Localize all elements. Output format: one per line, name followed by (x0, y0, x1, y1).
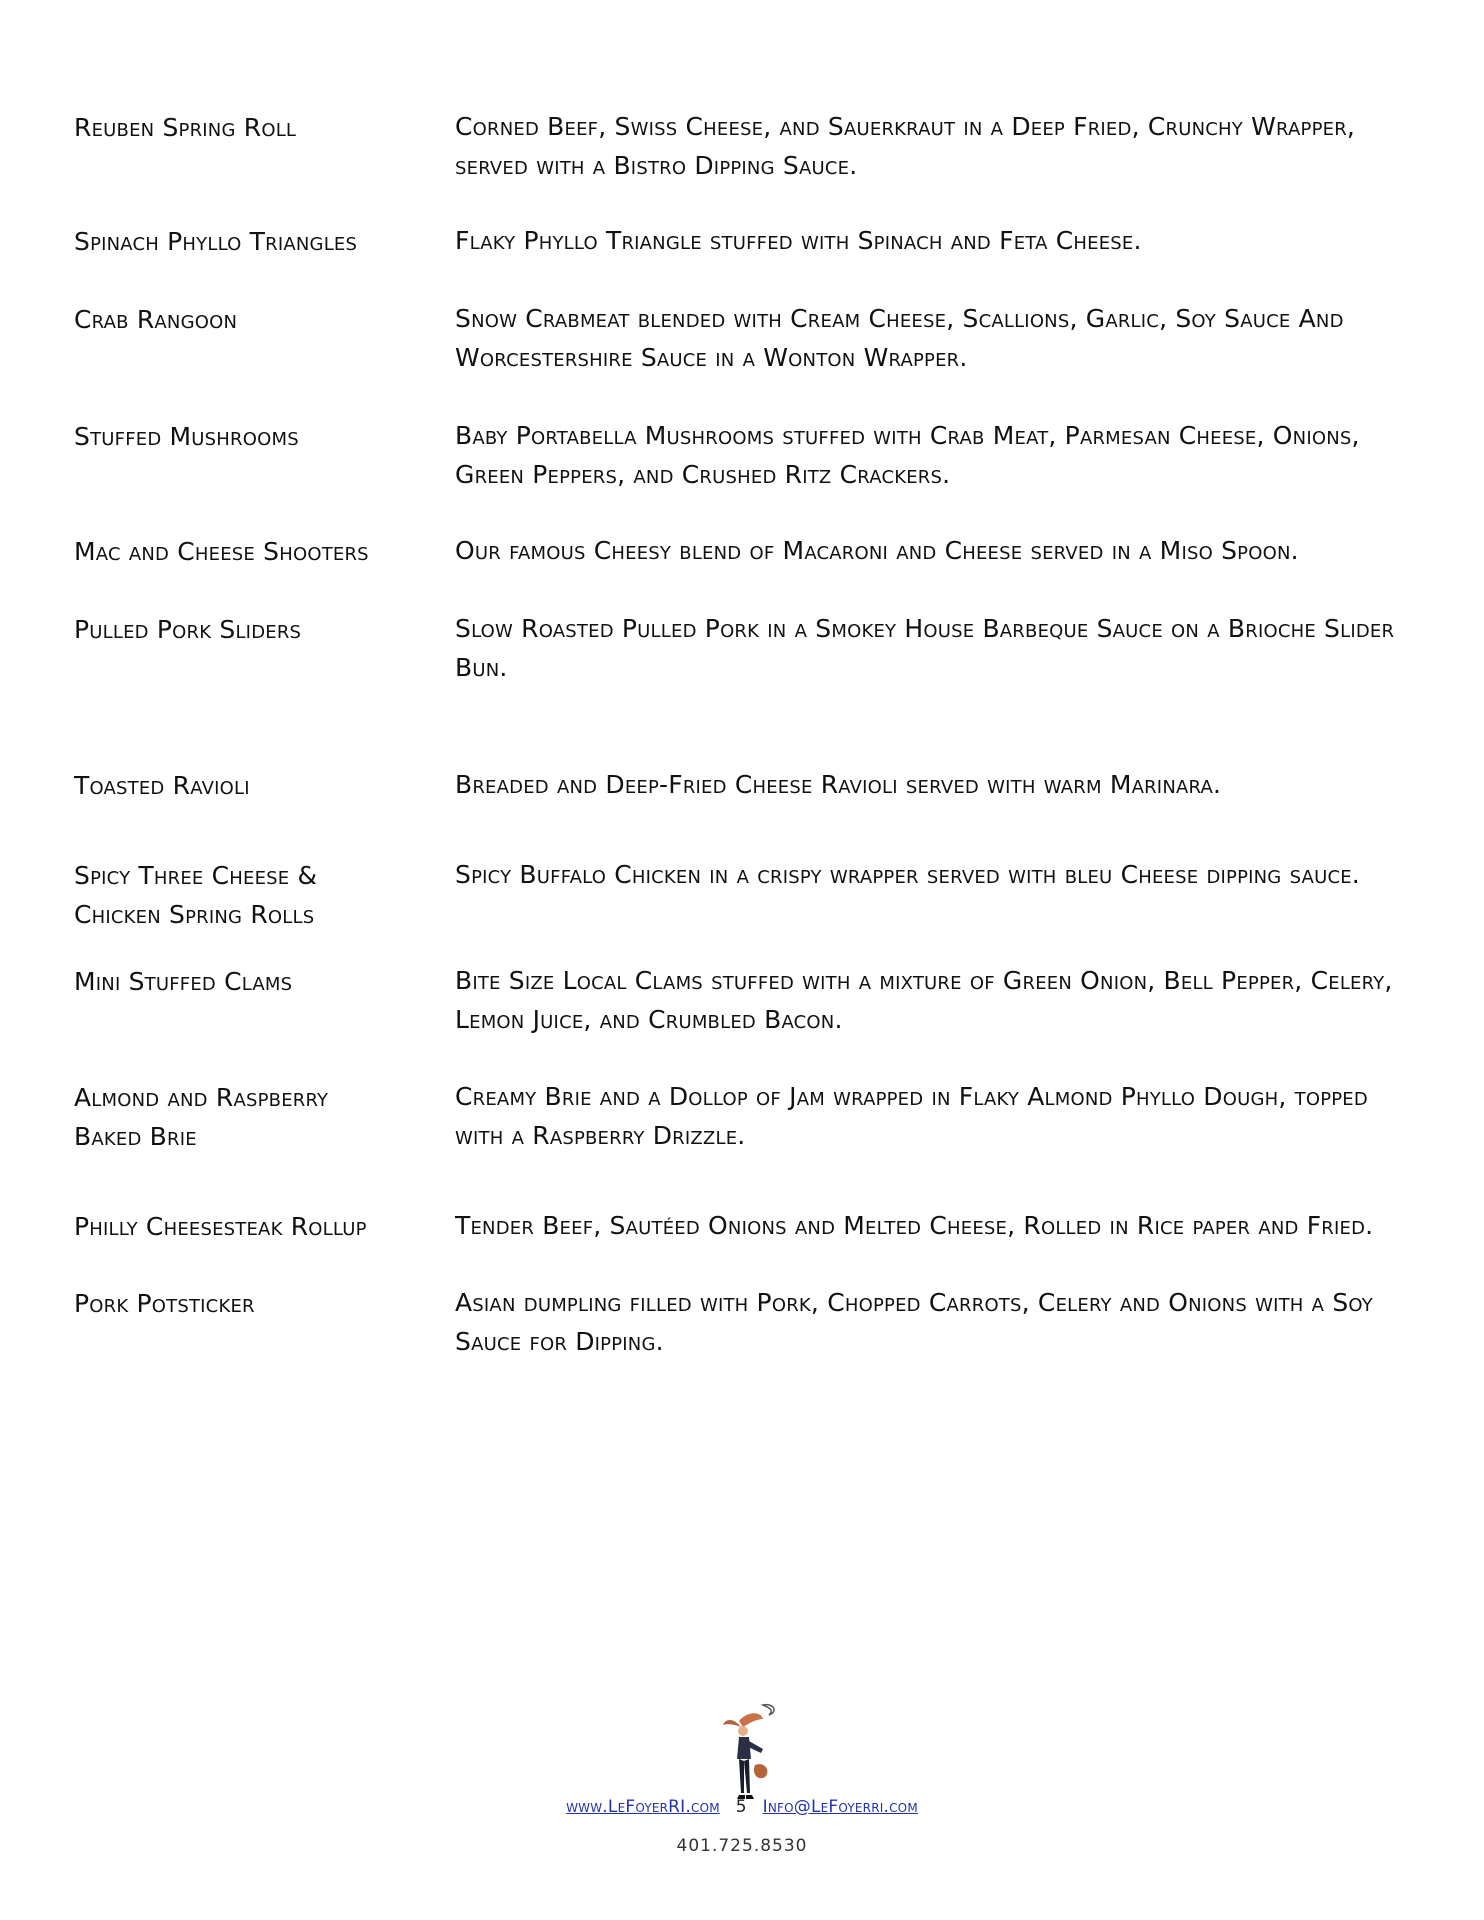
description-line-2: with a Raspberry Drizzle. (455, 1121, 746, 1150)
description-line-2: Green Peppers, and Crushed Ritz Crackers. (455, 460, 951, 489)
description-line-2: Bun. (455, 653, 508, 682)
menu-item-description (455, 228, 1415, 254)
description-line-1: Slow Roasted Pulled Pork in a Smokey House Barbeque Sauce on a Brioche Slider (455, 614, 1395, 643)
menu-item-description (455, 538, 1415, 564)
description-line-1: Asian dumpling filled with Pork, Chopped Carrots, Celery and Onions with a Soy (455, 1288, 1373, 1317)
footer-links (0, 1796, 1484, 1818)
menu-item-description (455, 862, 1415, 888)
menu-item-description (455, 968, 1415, 1033)
menu-item-name: Mini Stuffed Clams (74, 967, 293, 996)
description-line-1: Creamy Brie and a Dollop of Jam wrapped in Flaky Almond Phyllo Dough, topped (455, 1082, 1368, 1111)
description-line-1: Spicy Buffalo Chicken in a crispy wrapper served with bleu Cheese dipping sauce. (455, 860, 1360, 889)
website-link[interactable]: www.LeFoyerRI.com (566, 1797, 720, 1817)
menu-item-name: Pulled Pork Sliders (74, 615, 302, 644)
description-line-2: Lemon Juice, and Crumbled Bacon. (455, 1005, 843, 1034)
description-line-2: Sauce for Dipping. (455, 1327, 664, 1356)
menu-item-name: Mac and Cheese Shooters (74, 537, 369, 566)
page-number: 5 (735, 1797, 747, 1817)
menu-item-name: Stuffed Mushrooms (74, 422, 299, 451)
menu-item-description (455, 423, 1415, 488)
phone-number: 401.725.8530 (676, 1836, 808, 1856)
menu-item-name: Pork Potsticker (74, 1289, 255, 1318)
description-line-1: Flaky Phyllo Triangle stuffed with Spinach and Feta Cheese. (455, 226, 1142, 255)
description-line-1: Tender Beef, Sautéed Onions and Melted Cheese, Rolled in Rice paper and Fried. (455, 1211, 1374, 1240)
description-line-2: served with a Bistro Dipping Sauce. (455, 151, 858, 180)
description-line-1: Our famous Cheesy blend of Macaroni and Cheese served in a Miso Spoon. (455, 536, 1299, 565)
email-link[interactable]: Info@LeFoyerri.com (762, 1797, 918, 1817)
waiter-icon (703, 1697, 783, 1807)
menu-item-name: Almond and Raspberry Baked Brie (74, 1083, 329, 1151)
menu-item-name: Reuben Spring Roll (74, 113, 297, 142)
description-line-1: Breaded and Deep-Fried Cheese Ravioli served with warm Marinara. (455, 770, 1222, 799)
menu-item-description (455, 306, 1415, 371)
menu-item-description (455, 772, 1415, 798)
menu-item-description (455, 114, 1415, 179)
menu-item-name: Spicy Three Cheese & Chicken Spring Rolls (74, 861, 318, 929)
menu-item-name: Crab Rangoon (74, 305, 238, 334)
menu-item-name: Spinach Phyllo Triangles (74, 227, 358, 256)
menu-item-description (455, 616, 1415, 681)
menu-item-description (455, 1290, 1415, 1355)
description-line-1: Corned Beef, Swiss Cheese, and Sauerkraut in a Deep Fried, Crunchy Wrapper, (455, 112, 1356, 141)
description-line-1: Baby Portabella Mushrooms stuffed with Crab Meat, Parmesan Cheese, Onions, (455, 421, 1360, 450)
description-line-2: Worcestershire Sauce in a Wonton Wrapper. (455, 343, 968, 372)
description-line-1: Bite Size Local Clams stuffed with a mixture of Green Onion, Bell Pepper, Celery, (455, 966, 1393, 995)
menu-item-name: Toasted Ravioli (74, 771, 250, 800)
menu-item-name: Philly Cheesesteak Rollup (74, 1212, 367, 1241)
menu-item-description (455, 1084, 1415, 1149)
menu-item-description (455, 1213, 1415, 1239)
description-line-1: Snow Crabmeat blended with Cream Cheese, Scallions, Garlic, Soy Sauce And (455, 304, 1344, 333)
